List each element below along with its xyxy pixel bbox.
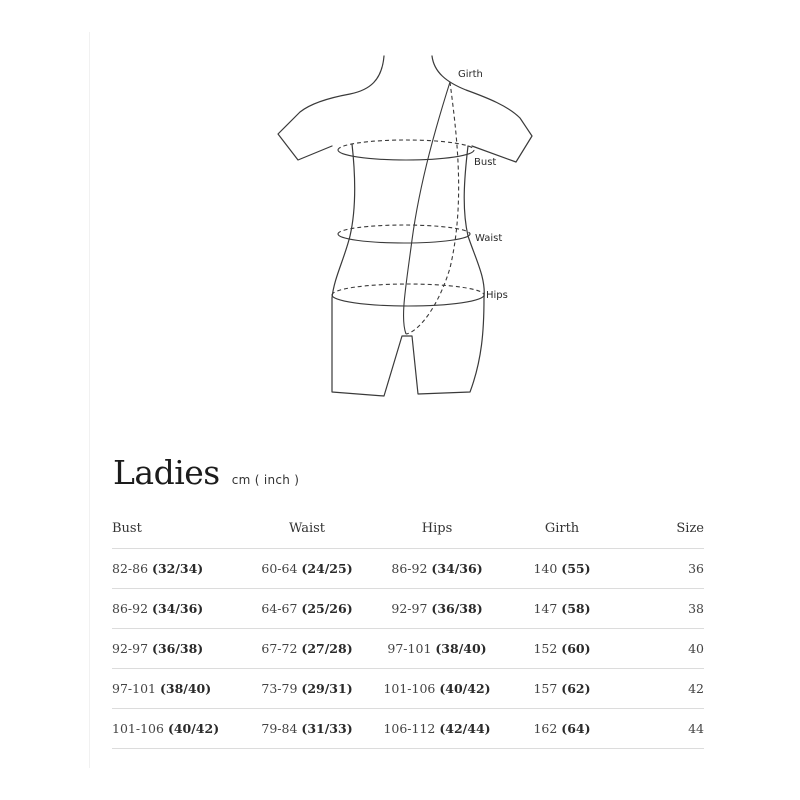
hips-inch: (34/36) xyxy=(431,561,483,576)
waist-inch: (27/28) xyxy=(301,641,353,656)
bust-cm: 92-97 xyxy=(112,641,149,656)
size-cell: 36 xyxy=(622,549,704,589)
girth-inch: (58) xyxy=(561,601,591,616)
waist-cm: 64-67 xyxy=(261,601,298,616)
size-chart-heading xyxy=(113,453,299,492)
bust-cell xyxy=(112,589,242,629)
bust-label: Bust xyxy=(474,157,497,168)
bust-cell xyxy=(112,669,242,709)
hips-cell xyxy=(372,589,502,629)
size-cell: 40 xyxy=(622,629,704,669)
hips-cm: 101-106 xyxy=(383,681,436,696)
hips-inch: (36/38) xyxy=(431,601,483,616)
girth-label: Girth xyxy=(458,69,483,80)
waist-cell xyxy=(242,549,372,589)
bust-cm: 86-92 xyxy=(112,601,149,616)
size-cell: 44 xyxy=(622,709,704,749)
bust-cell xyxy=(112,549,242,589)
body-outline-illustration xyxy=(270,50,550,410)
table-row xyxy=(112,669,704,709)
girth-cell xyxy=(502,669,622,709)
unit-label: cm ( inch ) xyxy=(231,473,300,487)
size-cell: 42 xyxy=(622,669,704,709)
hips-label: Hips xyxy=(486,290,508,301)
waist-cm: 67-72 xyxy=(261,641,298,656)
body-measurement-figure xyxy=(270,50,550,410)
hips-cell xyxy=(372,669,502,709)
girth-inch: (60) xyxy=(561,641,591,656)
column-header-hips: Hips xyxy=(372,508,502,549)
column-header-bust: Bust xyxy=(112,508,242,549)
table-row xyxy=(112,629,704,669)
waist-cm: 60-64 xyxy=(261,561,298,576)
page-title: Ladies xyxy=(113,453,220,492)
page-left-rule xyxy=(89,32,90,768)
bust-cell xyxy=(112,709,242,749)
bust-inch: (40/42) xyxy=(167,721,220,736)
waist-inch: (24/25) xyxy=(301,561,353,576)
girth-cell xyxy=(502,709,622,749)
hips-cm: 106-112 xyxy=(383,721,436,736)
bust-cm: 82-86 xyxy=(112,561,149,576)
hips-cell xyxy=(372,709,502,749)
girth-cm: 147 xyxy=(533,601,558,616)
size-cell: 38 xyxy=(622,589,704,629)
bust-inch: (32/34) xyxy=(152,561,204,576)
girth-cm: 152 xyxy=(533,641,558,656)
waist-cm: 73-79 xyxy=(261,681,298,696)
bust-cm: 101-106 xyxy=(112,721,164,736)
girth-inch: (62) xyxy=(561,681,591,696)
hips-inch: (42/44) xyxy=(439,721,491,736)
waist-cell xyxy=(242,709,372,749)
waist-cm: 79-84 xyxy=(261,721,298,736)
girth-cm: 140 xyxy=(533,561,558,576)
girth-inch: (64) xyxy=(561,721,591,736)
girth-cm: 162 xyxy=(533,721,558,736)
table-row xyxy=(112,709,704,749)
bust-inch: (34/36) xyxy=(152,601,204,616)
table-row xyxy=(112,589,704,629)
hips-cell xyxy=(372,629,502,669)
table-row xyxy=(112,549,704,589)
waist-cell xyxy=(242,669,372,709)
girth-cell xyxy=(502,549,622,589)
waist-cell xyxy=(242,589,372,629)
hips-cm: 86-92 xyxy=(391,561,428,576)
hips-cm: 92-97 xyxy=(391,601,428,616)
girth-cm: 157 xyxy=(533,681,558,696)
bust-cell xyxy=(112,629,242,669)
bust-cm: 97-101 xyxy=(112,681,156,696)
waist-inch: (31/33) xyxy=(301,721,353,736)
girth-cell xyxy=(502,629,622,669)
hips-cell xyxy=(372,549,502,589)
girth-cell xyxy=(502,589,622,629)
column-header-size: Size xyxy=(622,508,704,549)
hips-inch: (38/40) xyxy=(435,641,487,656)
size-chart-table xyxy=(112,508,704,749)
bust-inch: (36/38) xyxy=(152,641,204,656)
column-header-waist: Waist xyxy=(242,508,372,549)
table-header-row xyxy=(112,508,704,549)
waist-inch: (29/31) xyxy=(301,681,353,696)
waist-label: Waist xyxy=(475,233,503,244)
hips-inch: (40/42) xyxy=(439,681,491,696)
waist-inch: (25/26) xyxy=(301,601,353,616)
column-header-girth: Girth xyxy=(502,508,622,549)
waist-cell xyxy=(242,629,372,669)
hips-cm: 97-101 xyxy=(387,641,432,656)
bust-inch: (38/40) xyxy=(159,681,212,696)
girth-inch: (55) xyxy=(561,561,591,576)
